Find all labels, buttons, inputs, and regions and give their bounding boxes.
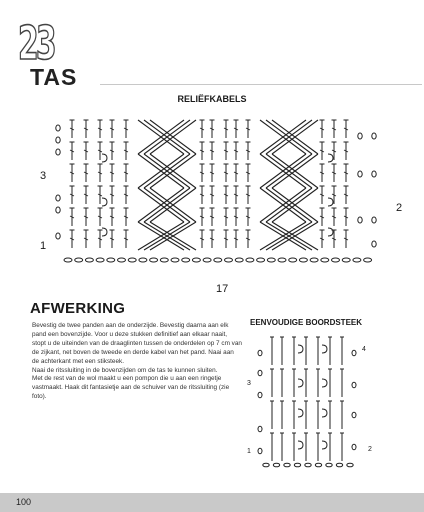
chain-symbol — [372, 171, 376, 177]
chain-symbol — [358, 133, 362, 139]
rib-row-label-4: 4 — [362, 346, 366, 353]
chain-symbol — [372, 133, 376, 139]
chain-symbol — [352, 444, 356, 450]
instruction-paragraph: Naai de ritssluiting in de bovenzijden om de tas te kunnen sluiten. — [32, 366, 218, 374]
chain-symbol — [258, 370, 262, 376]
chain-symbol — [258, 350, 262, 356]
pattern-title: TAS — [30, 64, 78, 90]
post-stitch-symbol — [328, 154, 333, 162]
chain-symbol — [258, 448, 262, 454]
chain-symbol — [214, 258, 222, 262]
chain-symbol — [258, 392, 262, 398]
chain-symbol — [56, 207, 60, 213]
chain-symbol — [75, 258, 83, 262]
chain-symbol — [342, 258, 350, 262]
chain-symbol — [64, 258, 72, 262]
post-stitch-symbol — [298, 379, 303, 387]
chain-symbol — [96, 258, 104, 262]
post-stitch-symbol — [102, 198, 107, 206]
row-label-1: 1 — [40, 240, 47, 252]
post-stitch-symbol — [102, 228, 107, 236]
chain-symbol — [352, 350, 356, 356]
post-stitch-symbol — [102, 154, 107, 162]
cable-chart — [38, 110, 384, 270]
chain-symbol — [182, 258, 190, 262]
chain-symbol — [118, 258, 126, 262]
chain-symbol — [289, 258, 297, 262]
chain-symbol — [85, 258, 93, 262]
chain-symbol — [284, 463, 290, 467]
chain-symbol — [56, 137, 60, 143]
post-stitch-symbol — [298, 345, 303, 353]
chain-symbol — [139, 258, 147, 262]
page-number: 100 — [16, 497, 32, 507]
chain-symbol — [372, 241, 376, 247]
cable-diagram-title: RELIËFKABELS — [177, 94, 247, 104]
chain-symbol — [246, 258, 254, 262]
chain-symbol — [336, 463, 342, 467]
chain-symbol — [192, 258, 200, 262]
chain-symbol — [267, 258, 275, 262]
chain-symbol — [225, 258, 233, 262]
chain-symbol — [321, 258, 329, 262]
rib-row-label-3: 3 — [247, 380, 251, 387]
stitch-count-label: 17 — [216, 283, 229, 295]
post-stitch-symbol — [298, 409, 303, 417]
instruction-paragraph: Met de rest van de wol maakt u een pompon die u aan een ringetje vastmaakt. Haak dit fantasietje aan de schuiver van de ritssluiting (zie foto). — [32, 375, 230, 401]
chain-symbol — [326, 463, 332, 467]
instruction-paragraph: Bevestig de twee panden aan de onderzijde. Bevestig daarna aan elk pand een bovenzijde. Voor u deze stukken definitief aan elkaar naait, stopt u de uiteinden van de draaglinten tussen de onderdelen op 7 cm van de zijkant, net boven de tweede en derde kabel van het pand. Naai aan de achterkant met een stiksteek. — [32, 322, 242, 365]
chain-symbol — [160, 258, 168, 262]
chain-symbol — [171, 258, 179, 262]
chain-symbol — [294, 463, 300, 467]
chain-symbol — [56, 233, 60, 239]
chain-symbol — [263, 463, 269, 467]
rib-row-label-1: 1 — [247, 448, 251, 455]
chain-symbol — [352, 412, 356, 418]
chain-symbol — [235, 258, 243, 262]
chain-symbol — [347, 463, 353, 467]
row-label-3: 3 — [40, 170, 47, 182]
rib-row-label-2: 2 — [368, 446, 372, 453]
section-title: AFWERKING — [30, 300, 126, 317]
chain-symbol — [56, 149, 60, 155]
post-stitch-symbol — [322, 409, 327, 417]
rib-diagram-title: EENVOUDIGE BOORDSTEEK — [250, 318, 363, 327]
footer-bar — [0, 493, 424, 512]
post-stitch-symbol — [322, 441, 327, 449]
chain-symbol — [257, 258, 265, 262]
pattern-number: 23 — [18, 16, 54, 70]
chain-symbol — [56, 125, 60, 131]
chain-symbol — [56, 195, 60, 201]
chain-symbol — [150, 258, 158, 262]
post-stitch-symbol — [328, 228, 333, 236]
post-stitch-symbol — [328, 198, 333, 206]
post-stitch-symbol — [322, 379, 327, 387]
chain-symbol — [273, 463, 279, 467]
chain-symbol — [353, 258, 361, 262]
row-label-2: 2 — [396, 202, 403, 214]
chain-symbol — [352, 382, 356, 388]
chain-symbol — [364, 258, 372, 262]
chain-symbol — [278, 258, 286, 262]
chain-symbol — [358, 217, 362, 223]
chain-symbol — [310, 258, 318, 262]
chain-symbol — [258, 426, 262, 432]
chain-symbol — [305, 463, 311, 467]
post-stitch-symbol — [298, 441, 303, 449]
finishing-instructions — [32, 322, 242, 402]
rib-chart — [254, 333, 374, 473]
chain-symbol — [299, 258, 307, 262]
chain-symbol — [107, 258, 115, 262]
post-stitch-symbol — [322, 345, 327, 353]
chain-symbol — [315, 463, 321, 467]
header-rule — [100, 84, 422, 85]
chain-symbol — [358, 171, 362, 177]
chain-symbol — [128, 258, 136, 262]
chain-symbol — [332, 258, 340, 262]
chain-symbol — [203, 258, 211, 262]
chain-symbol — [372, 217, 376, 223]
